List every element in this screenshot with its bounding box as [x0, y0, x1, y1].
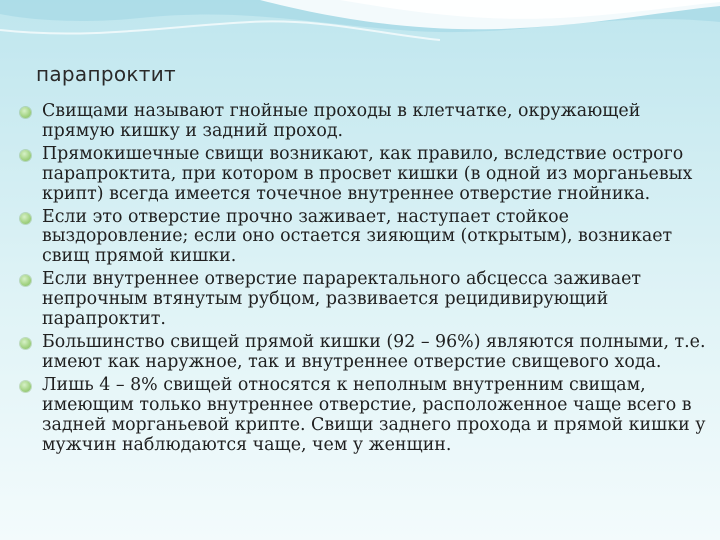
bullet-text: Свищами называют гнойные проходы в клетчатке, окружающей прямую кишку и задний проход. — [42, 101, 641, 141]
bullet-text: Большинство свищей прямой кишки (92 – 96%) являются полными, т.е. имеют как наружное, так и внутреннее отверстие свищевого хода. — [42, 331, 706, 372]
bullet-text: Если это отверстие прочно заживает, наступает стойкое выздоровление; если оно остается зияющим (открытым), возникает свищ прямой кишки. — [42, 206, 673, 267]
bullet-text: Прямокишечные свищи возникают, как правило, вследствие острого парапроктита, при котором в просвет кишки (в одной из морганьевых крипт) всегда имеется точечное внутреннее отверстие гнойника. — [42, 143, 693, 204]
bullet-dot-icon — [20, 275, 31, 286]
list-item — [18, 208, 708, 268]
bullet-list — [18, 102, 708, 458]
bullet-dot-icon — [20, 338, 31, 349]
list-item — [18, 333, 708, 373]
list-item — [18, 145, 708, 205]
list-item — [18, 376, 708, 456]
slide-title: парапроктит — [36, 62, 176, 86]
bullet-dot-icon — [20, 213, 31, 224]
bullet-dot-icon — [20, 381, 31, 392]
bullet-text: Если внутреннее отверстие параректального абсцесса заживает непрочным втянутым рубцом, развивается рецидивирующий парапроктит. — [42, 269, 642, 330]
bullet-text: Лишь 4 – 8% свищей относятся к неполным внутренним свищам, имеющим только внутреннее отверстие, расположенное чаще всего в задней морганьевой крипте. Свищи заднего прохода и прямой кишки у мужчин наблюдаются чаще, чем у женщин. — [42, 374, 706, 455]
list-item — [18, 102, 708, 142]
bullet-dot-icon — [20, 150, 31, 161]
list-item — [18, 270, 708, 330]
bullet-dot-icon — [20, 107, 31, 118]
